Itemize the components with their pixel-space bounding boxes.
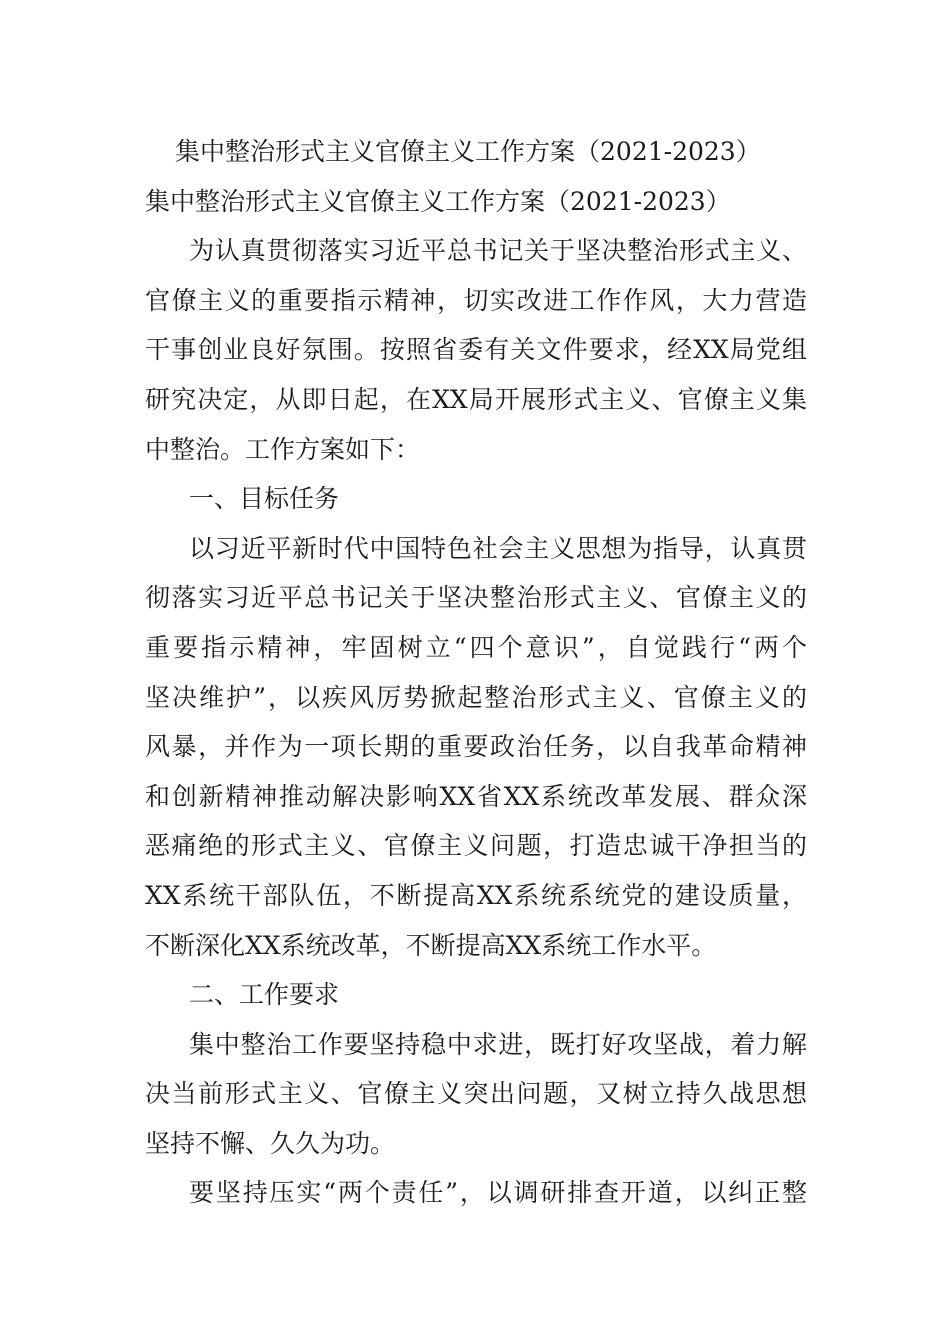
intro-paragraph — [145, 226, 807, 474]
paragraph-line: 干事创业良好氛围。按照省委有关文件要求，经XX局党组 — [145, 335, 807, 365]
paragraph-line: 要坚持压实“两个责任”，以调研排查开道，以纠正整 — [189, 1178, 807, 1208]
paragraph-line: 以习近平新时代中国特色社会主义思想为指导，认真贯 — [189, 533, 807, 563]
paragraph-line: 为认真贯彻落实习近平总书记关于坚决整治形式主义、 — [189, 236, 807, 266]
document-subtitle: 集中整治形式主义官僚主义工作方案（2021-2023） — [145, 186, 731, 216]
requirements-paragraph-2 — [145, 1168, 807, 1218]
document-body — [145, 127, 807, 1218]
section-heading-goals: 一、目标任务 — [189, 484, 340, 514]
paragraph-line: 彻落实习近平总书记关于坚决整治形式主义、官僚主义的 — [145, 583, 807, 613]
paragraph-line: 风暴，并作为一项长期的重要政治任务，以自我革命精神 — [145, 732, 807, 762]
requirements-paragraph — [145, 1020, 807, 1169]
paragraph-line: 和创新精神推动解决影响XX省XX系统改革发展、群众深 — [145, 781, 807, 811]
paragraph-line: 研究决定，从即日起，在XX局开展形式主义、官僚主义集 — [145, 384, 807, 414]
goals-paragraph — [145, 524, 807, 970]
paragraph-line: XX系统干部队伍，不断提高XX系统系统党的建设质量， — [145, 880, 807, 910]
section-heading-requirements: 二、工作要求 — [189, 980, 340, 1010]
paragraph-line: 集中整治工作要坚持稳中求进，既打好攻坚战，着力解 — [189, 1029, 807, 1059]
paragraph-line: 不断深化XX系统改革，不断提高XX系统工作水平。 — [145, 930, 717, 960]
paragraph-line: 重要指示精神，牢固树立“四个意识”，自觉践行“两个 — [145, 632, 807, 662]
document-title: 集中整治形式主义官僚主义工作方案（2021-2023） — [175, 137, 761, 166]
paragraph-line: 官僚主义的重要指示精神，切实改进工作作风，大力营造 — [145, 285, 807, 315]
paragraph-line: 中整治。工作方案如下： — [145, 434, 421, 464]
paragraph-line: 坚决维护”，以疾风厉势掀起整治形式主义、官僚主义的 — [145, 682, 807, 712]
paragraph-line: 坚持不懈、久久为功。 — [145, 1128, 396, 1158]
paragraph-line: 恶痛绝的形式主义、官僚主义问题，打造忠诚干净担当的 — [145, 831, 807, 861]
paragraph-line: 决当前形式主义、官僚主义突出问题，又树立持久战思想 — [145, 1079, 807, 1109]
